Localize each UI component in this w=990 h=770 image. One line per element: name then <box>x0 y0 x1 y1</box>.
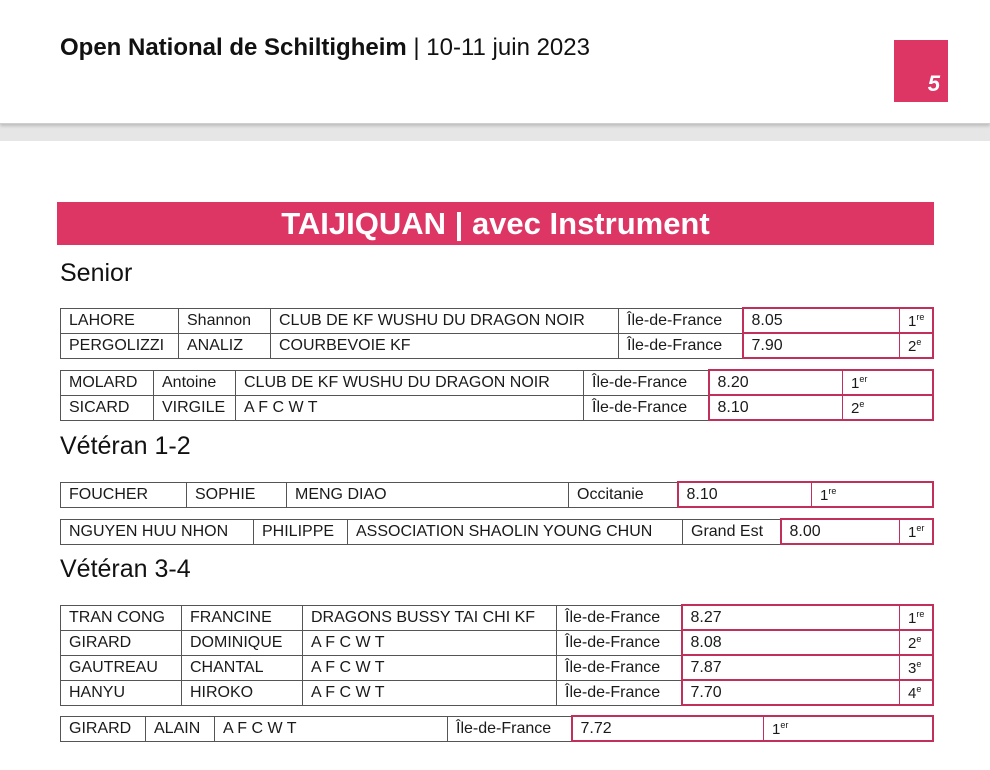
score-cell: 7.72 <box>572 716 764 741</box>
region-cell: Occitanie <box>569 482 678 507</box>
club-cell: A F C W T <box>303 680 557 705</box>
score-cell: 8.20 <box>709 370 843 395</box>
last-name-cell: GIRARD <box>61 630 182 655</box>
page-header <box>0 0 990 124</box>
page-number-box <box>894 40 948 102</box>
rank-suffix: re <box>916 608 925 619</box>
last-name-cell: NGUYEN HUU NHON <box>61 519 254 544</box>
score-cell: 7.87 <box>682 655 900 680</box>
category-heading-veteran-1-2: Vétéran 1-2 <box>60 432 191 460</box>
region-cell: Île-de-France <box>557 655 682 680</box>
score-cell: 8.00 <box>781 519 900 544</box>
page-title <box>60 34 590 62</box>
last-name-cell: GIRARD <box>61 716 146 741</box>
score-cell: 8.08 <box>682 630 900 655</box>
results-table-veteran-3-4-women <box>60 604 934 706</box>
rank-suffix: e <box>916 683 922 694</box>
first-name-cell: CHANTAL <box>182 655 303 680</box>
results-table-senior-men <box>60 369 934 421</box>
result-row <box>61 655 933 680</box>
region-cell: Île-de-France <box>557 605 682 630</box>
last-name-cell: SICARD <box>61 395 154 420</box>
results-table-veteran-1-2-women <box>60 481 934 508</box>
results-table-senior-women <box>60 307 934 359</box>
last-name-cell: TRAN CONG <box>61 605 182 630</box>
rank-cell <box>812 482 933 507</box>
rank-suffix: re <box>828 485 837 496</box>
score-cell: 8.10 <box>709 395 843 420</box>
rank-number: 1 <box>851 374 860 392</box>
results-sheet <box>0 141 990 770</box>
first-name-cell: Shannon <box>179 308 271 333</box>
first-name-cell: VIRGILE <box>154 395 236 420</box>
club-cell: ASSOCIATION SHAOLIN YOUNG CHUN <box>348 519 683 544</box>
region-cell: Grand Est <box>683 519 781 544</box>
rank-cell <box>900 605 933 630</box>
region-cell: Île-de-France <box>619 333 743 358</box>
result-row <box>61 716 933 741</box>
result-row <box>61 333 933 358</box>
last-name-cell: MOLARD <box>61 370 154 395</box>
first-name-cell: Antoine <box>154 370 236 395</box>
first-name-cell: SOPHIE <box>187 482 287 507</box>
result-row <box>61 370 933 395</box>
rank-suffix: er <box>780 719 789 730</box>
result-row <box>61 680 933 705</box>
rank-suffix: e <box>859 398 865 409</box>
rank-cell <box>764 716 933 741</box>
score-cell: 7.90 <box>743 333 900 358</box>
discipline-banner: TAIJIQUAN | avec Instrument <box>57 202 934 245</box>
first-name-cell: HIROKO <box>182 680 303 705</box>
region-cell: Île-de-France <box>584 370 709 395</box>
score-cell: 8.10 <box>678 482 812 507</box>
rank-number: 1 <box>820 486 829 504</box>
rank-cell <box>900 630 933 655</box>
rank-cell <box>843 370 933 395</box>
region-cell: Île-de-France <box>557 680 682 705</box>
category-heading-veteran-3-4: Vétéran 3-4 <box>60 555 191 583</box>
page-number: 5 <box>927 71 940 96</box>
last-name-cell: LAHORE <box>61 308 179 333</box>
region-cell: Île-de-France <box>619 308 743 333</box>
result-row <box>61 605 933 630</box>
results-table-veteran-1-2-men <box>60 518 934 545</box>
rank-number: 2 <box>908 337 917 355</box>
club-cell: A F C W T <box>303 630 557 655</box>
rank-cell <box>900 655 933 680</box>
score-cell: 7.70 <box>682 680 900 705</box>
club-cell: A F C W T <box>215 716 448 741</box>
last-name-cell: PERGOLIZZI <box>61 333 179 358</box>
rank-number: 1 <box>908 609 917 627</box>
first-name-cell: PHILIPPE <box>254 519 348 544</box>
last-name-cell: FOUCHER <box>61 482 187 507</box>
rank-number: 4 <box>908 684 917 702</box>
club-cell: COURBEVOIE KF <box>271 333 619 358</box>
score-cell: 8.05 <box>743 308 900 333</box>
score-cell: 8.27 <box>682 605 900 630</box>
region-cell: Île-de-France <box>448 716 572 741</box>
rank-number: 2 <box>851 399 860 417</box>
rank-cell <box>900 333 933 358</box>
rank-number: 1 <box>908 523 917 541</box>
results-table-veteran-3-4-men <box>60 715 934 742</box>
club-cell: A F C W T <box>236 395 584 420</box>
rank-cell <box>900 680 933 705</box>
result-row <box>61 630 933 655</box>
event-name: Open National de Schiltigheim <box>60 34 407 61</box>
rank-number: 1 <box>772 720 781 738</box>
club-cell: DRAGONS BUSSY TAI CHI KF <box>303 605 557 630</box>
first-name-cell: DOMINIQUE <box>182 630 303 655</box>
club-cell: CLUB DE KF WUSHU DU DRAGON NOIR <box>271 308 619 333</box>
result-row <box>61 482 933 507</box>
first-name-cell: FRANCINE <box>182 605 303 630</box>
first-name-cell: ALAIN <box>146 716 215 741</box>
rank-suffix: e <box>916 336 922 347</box>
rank-suffix: e <box>916 658 922 669</box>
rank-number: 1 <box>908 312 917 330</box>
region-cell: Île-de-France <box>557 630 682 655</box>
club-cell: A F C W T <box>303 655 557 680</box>
rank-suffix: er <box>916 522 925 533</box>
rank-suffix: er <box>859 373 868 384</box>
result-row <box>61 395 933 420</box>
club-cell: CLUB DE KF WUSHU DU DRAGON NOIR <box>236 370 584 395</box>
result-row <box>61 519 933 544</box>
event-date: | 10-11 juin 2023 <box>406 34 590 61</box>
rank-number: 2 <box>908 634 917 652</box>
rank-cell <box>900 308 933 333</box>
rank-number: 3 <box>908 659 917 677</box>
rank-cell <box>843 395 933 420</box>
last-name-cell: HANYU <box>61 680 182 705</box>
region-cell: Île-de-France <box>584 395 709 420</box>
rank-suffix: e <box>916 633 922 644</box>
rank-cell <box>900 519 933 544</box>
category-heading-senior: Senior <box>60 259 133 287</box>
first-name-cell: ANALIZ <box>179 333 271 358</box>
result-row <box>61 308 933 333</box>
last-name-cell: GAUTREAU <box>61 655 182 680</box>
club-cell: MENG DIAO <box>287 482 569 507</box>
rank-suffix: re <box>916 311 925 322</box>
